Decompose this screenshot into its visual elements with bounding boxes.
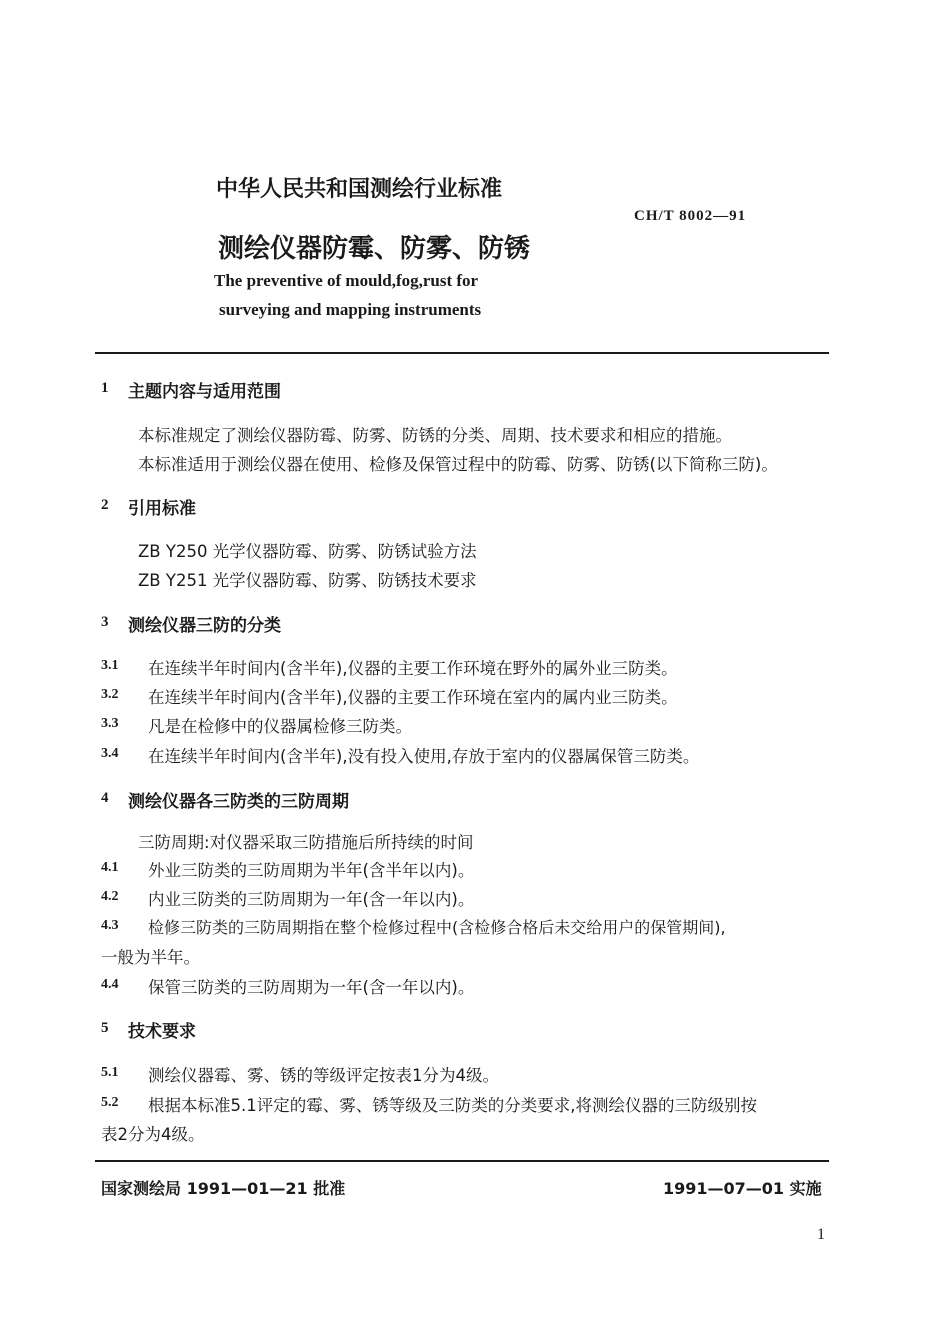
issuing-organization: 中华人民共和国测绘行业标准: [216, 177, 503, 202]
section-4-intro: 三防周期:对仪器采取三防措施后所持续的时间: [138, 833, 474, 852]
clause-number: 4.3: [101, 918, 119, 933]
clause-number: 3.1: [101, 658, 119, 673]
clause-number: 5.1: [101, 1065, 119, 1080]
section-4-title: 测绘仪器各三防类的三防周期: [128, 792, 349, 812]
clause-text: 检修三防类的三防周期指在整个检修过程中(含检修合格后未交给用户的保管期间),: [148, 918, 726, 937]
section-4-number: 4: [101, 790, 109, 806]
section-5-title: 技术要求: [128, 1022, 196, 1042]
section-1-paragraph-1: 本标准规定了测绘仪器防霉、防雾、防锈的分类、周期、技术要求和相应的措施。: [138, 426, 732, 445]
section-1-number: 1: [101, 380, 109, 396]
document-title-chinese: 测绘仪器防霉、防雾、防锈: [218, 234, 531, 264]
clause-number: 4.1: [101, 860, 119, 875]
clause-number: 4.4: [101, 977, 119, 992]
clause-number: 3.3: [101, 716, 119, 731]
section-5-number: 5: [101, 1020, 109, 1036]
effective-date: 1991—07—01 实施: [663, 1179, 822, 1198]
section-3-number: 3: [101, 614, 109, 630]
clause-number: 5.2: [101, 1095, 119, 1110]
clause-number: 3.4: [101, 746, 119, 761]
clause-text: 在连续半年时间内(含半年),仪器的主要工作环境在野外的属外业三防类。: [148, 659, 678, 678]
clause-text-continuation: 一般为半年。: [101, 948, 200, 967]
document-title-english-line2: surveying and mapping instruments: [219, 300, 482, 319]
clause-text: 在连续半年时间内(含半年),没有投入使用,存放于室内的仪器属保管三防类。: [148, 747, 700, 766]
footer-divider: [95, 1160, 829, 1162]
section-2-number: 2: [101, 497, 109, 513]
clause-text: 在连续半年时间内(含半年),仪器的主要工作环境在室内的属内业三防类。: [148, 688, 678, 707]
document-title-english-line1: The preventive of mould,fog,rust for: [214, 271, 479, 290]
reference-standard-2: ZB Y251 光学仪器防霉、防雾、防锈技术要求: [138, 571, 477, 590]
section-3-title: 测绘仪器三防的分类: [128, 616, 281, 636]
section-1-title: 主题内容与适用范围: [128, 382, 281, 402]
page-number: 1: [817, 1226, 825, 1243]
clause-text: 凡是在检修中的仪器属检修三防类。: [148, 717, 412, 736]
clause-text: 外业三防类的三防周期为半年(含半年以内)。: [148, 861, 475, 880]
clause-text: 内业三防类的三防周期为一年(含一年以内)。: [148, 890, 475, 909]
clause-text: 根据本标准5.1评定的霉、雾、锈等级及三防类的分类要求,将测绘仪器的三防级别按: [148, 1096, 757, 1115]
standard-code: CH/T 8002—91: [634, 208, 747, 224]
header-divider: [95, 352, 829, 354]
clause-number: 3.2: [101, 687, 119, 702]
section-2-title: 引用标准: [128, 499, 196, 519]
reference-standard-1: ZB Y250 光学仪器防霉、防雾、防锈试验方法: [138, 542, 477, 561]
clause-text-continuation: 表2分为4级。: [101, 1125, 205, 1144]
approval-date: 国家测绘局 1991—01—21 批准: [101, 1179, 346, 1198]
section-1-paragraph-2: 本标准适用于测绘仪器在使用、检修及保管过程中的防霉、防雾、防锈(以下简称三防)。: [138, 455, 778, 474]
clause-text: 测绘仪器霉、雾、锈的等级评定按表1分为4级。: [148, 1066, 499, 1085]
clause-text: 保管三防类的三防周期为一年(含一年以内)。: [148, 978, 475, 997]
clause-number: 4.2: [101, 889, 119, 904]
